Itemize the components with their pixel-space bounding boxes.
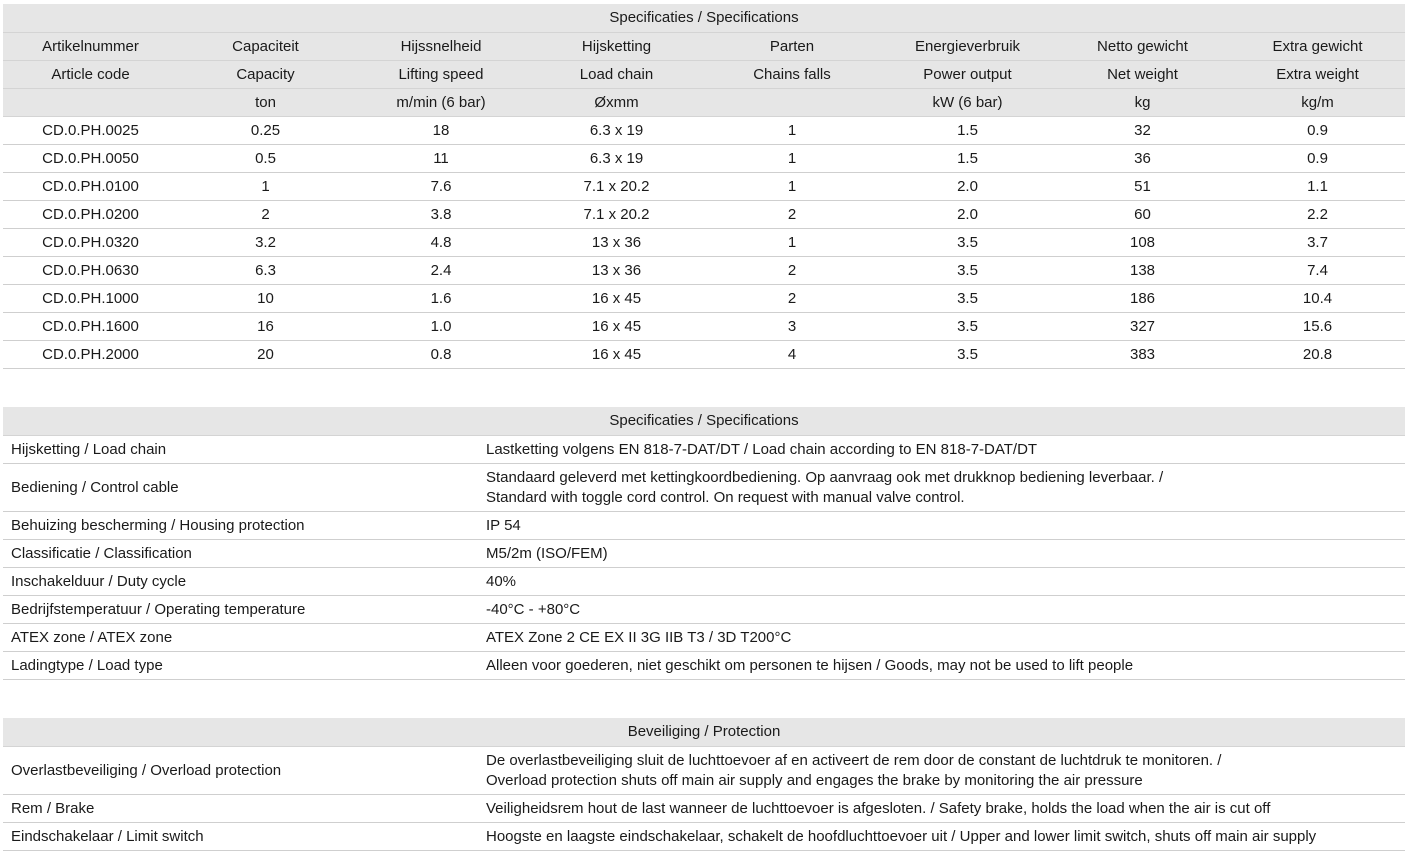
- table-row: [3, 568, 1405, 596]
- general-specifications-body: [3, 436, 1405, 680]
- table-cell: 1.1: [1230, 173, 1405, 201]
- header-cell: Capaciteit: [178, 33, 353, 61]
- table-cell: 0.9: [1230, 145, 1405, 173]
- table-cell: 3.5: [880, 313, 1055, 341]
- header-cell: Net weight: [1055, 61, 1230, 89]
- table-cell: 1.0: [353, 313, 529, 341]
- table-row: [3, 624, 1405, 652]
- row-value-line: M5/2m (ISO/FEM): [486, 544, 608, 562]
- table-row: [3, 117, 1405, 145]
- header-cell: Extra weight: [1230, 61, 1405, 89]
- row-value-line: IP 54: [486, 516, 521, 534]
- table-cell: 1: [704, 145, 880, 173]
- table-cell: 2.2: [1230, 201, 1405, 229]
- row-value-line: Lastketting volgens EN 818-7-DAT/DT / Load chain according to EN 818-7-DAT/DT: [486, 440, 1038, 458]
- table-cell: 1: [704, 229, 880, 257]
- table-row: [3, 257, 1405, 285]
- general-specifications-table: [3, 407, 1405, 680]
- table-cell: 20: [178, 341, 353, 369]
- table-cell: 3.2: [178, 229, 353, 257]
- table-cell: 108: [1055, 229, 1230, 257]
- row-value-line: De overlastbeveiliging sluit de luchttoevoer af en activeert de rem door de constant de luchtdruk te monitoren. /: [486, 751, 1222, 769]
- table-cell: 1: [704, 117, 880, 145]
- table-cell: 13 x 36: [529, 229, 704, 257]
- table-cell: 10: [178, 285, 353, 313]
- article-code-cell: CD.0.PH.1600: [3, 313, 178, 341]
- table-cell: 2: [178, 201, 353, 229]
- table-cell: 0.25: [178, 117, 353, 145]
- row-value: [478, 512, 1405, 540]
- row-value-line: Veiligheidsrem hout de last wanneer de luchttoevoer is afgesloten. / Safety brake, holds the load when the air is cut off: [486, 799, 1271, 817]
- row-value: [478, 540, 1405, 568]
- table-cell: 6.3: [178, 257, 353, 285]
- row-value: [478, 823, 1405, 851]
- table-cell: 6.3 x 19: [529, 117, 704, 145]
- table-row: [3, 596, 1405, 624]
- table-row: [3, 229, 1405, 257]
- row-value: [478, 747, 1405, 795]
- table-cell: 1: [704, 173, 880, 201]
- table-row: [3, 173, 1405, 201]
- specifications-body: [3, 117, 1405, 369]
- header-cell: Hijsketting: [529, 33, 704, 61]
- table-cell: 1.6: [353, 285, 529, 313]
- table-cell: 3.7: [1230, 229, 1405, 257]
- row-value-line: Hoogste en laagste eindschakelaar, schakelt de hoofdluchttoevoer uit / Upper and lower limit switch, shuts off main air supply: [486, 827, 1317, 845]
- row-value-line: 40%: [486, 572, 517, 590]
- row-value-line: Alleen voor goederen, niet geschikt om personen te hijsen / Goods, may not be used to lift people: [486, 656, 1134, 674]
- row-label: Rem / Brake: [3, 795, 478, 823]
- table-cell: 7.1 x 20.2: [529, 173, 704, 201]
- row-label: Bediening / Control cable: [3, 464, 478, 512]
- unit-cell: [704, 89, 880, 117]
- table-row: [3, 201, 1405, 229]
- header-row-english: [3, 61, 1405, 89]
- table-cell: 4.8: [353, 229, 529, 257]
- table-row: [3, 747, 1405, 795]
- table-cell: 3.5: [880, 229, 1055, 257]
- table-cell: 138: [1055, 257, 1230, 285]
- table-cell: 3.5: [880, 257, 1055, 285]
- table-row: [3, 464, 1405, 512]
- table-cell: 7.6: [353, 173, 529, 201]
- table-cell: 0.5: [178, 145, 353, 173]
- unit-cell: kW (6 bar): [880, 89, 1055, 117]
- table-cell: 3.5: [880, 285, 1055, 313]
- table-cell: 2.0: [880, 201, 1055, 229]
- table-row: [3, 823, 1405, 851]
- article-code-cell: CD.0.PH.0200: [3, 201, 178, 229]
- table-cell: 16 x 45: [529, 313, 704, 341]
- article-code-cell: CD.0.PH.1000: [3, 285, 178, 313]
- table-cell: 3.5: [880, 341, 1055, 369]
- row-value-line: ATEX Zone 2 CE EX II 3G IIB T3 / 3D T200°C: [486, 628, 792, 646]
- unit-cell: ton: [178, 89, 353, 117]
- row-value: [478, 624, 1405, 652]
- row-value: [478, 652, 1405, 680]
- table-cell: 327: [1055, 313, 1230, 341]
- protection-table: [3, 718, 1405, 851]
- table-row: [3, 285, 1405, 313]
- header-cell: Artikelnummer: [3, 33, 178, 61]
- header-cell: Extra gewicht: [1230, 33, 1405, 61]
- header-cell: Chains falls: [704, 61, 880, 89]
- table-title-row: [3, 718, 1405, 747]
- row-label: Hijsketting / Load chain: [3, 436, 478, 464]
- table-cell: 4: [704, 341, 880, 369]
- table-row: [3, 145, 1405, 173]
- article-code-cell: CD.0.PH.0320: [3, 229, 178, 257]
- specifications-title: Specificaties / Specifications: [3, 4, 1405, 33]
- table-cell: 51: [1055, 173, 1230, 201]
- header-row-units: [3, 89, 1405, 117]
- header-cell: Parten: [704, 33, 880, 61]
- table-cell: 15.6: [1230, 313, 1405, 341]
- unit-cell: kg/m: [1230, 89, 1405, 117]
- table-cell: 7.4: [1230, 257, 1405, 285]
- table-row: [3, 652, 1405, 680]
- table-row: [3, 795, 1405, 823]
- unit-cell: kg: [1055, 89, 1230, 117]
- unit-cell: Øxmm: [529, 89, 704, 117]
- table-cell: 3: [704, 313, 880, 341]
- row-label: Classificatie / Classification: [3, 540, 478, 568]
- table-row: [3, 341, 1405, 369]
- row-value-line: Standard with toggle cord control. On request with manual valve control.: [486, 488, 965, 506]
- header-row-dutch: [3, 33, 1405, 61]
- table-row: [3, 313, 1405, 341]
- table-title-row: [3, 4, 1405, 33]
- article-code-cell: CD.0.PH.0100: [3, 173, 178, 201]
- table-cell: 2.4: [353, 257, 529, 285]
- table-cell: 60: [1055, 201, 1230, 229]
- table-cell: 13 x 36: [529, 257, 704, 285]
- unit-cell: m/min (6 bar): [353, 89, 529, 117]
- row-value: [478, 795, 1405, 823]
- article-code-cell: CD.0.PH.2000: [3, 341, 178, 369]
- table-row: [3, 540, 1405, 568]
- row-label: Ladingtype / Load type: [3, 652, 478, 680]
- header-cell: Lifting speed: [353, 61, 529, 89]
- table-cell: 383: [1055, 341, 1230, 369]
- row-label: Inschakelduur / Duty cycle: [3, 568, 478, 596]
- table-cell: 7.1 x 20.2: [529, 201, 704, 229]
- table-cell: 10.4: [1230, 285, 1405, 313]
- table-cell: 1.5: [880, 117, 1055, 145]
- table-cell: 20.8: [1230, 341, 1405, 369]
- table-row: [3, 512, 1405, 540]
- header-cell: Load chain: [529, 61, 704, 89]
- table-cell: 36: [1055, 145, 1230, 173]
- row-label: ATEX zone / ATEX zone: [3, 624, 478, 652]
- header-cell: Hijssnelheid: [353, 33, 529, 61]
- table-cell: 0.9: [1230, 117, 1405, 145]
- table-cell: 6.3 x 19: [529, 145, 704, 173]
- protection-body: [3, 747, 1405, 851]
- header-cell: Capacity: [178, 61, 353, 89]
- article-code-cell: CD.0.PH.0025: [3, 117, 178, 145]
- table-cell: 2: [704, 285, 880, 313]
- row-value-line: Standaard geleverd met kettingkoordbediening. Op aanvraag ook met drukknop bediening leverbaar. /: [486, 468, 1164, 486]
- table-cell: 0.8: [353, 341, 529, 369]
- header-cell: Article code: [3, 61, 178, 89]
- header-cell: Netto gewicht: [1055, 33, 1230, 61]
- table-cell: 1.5: [880, 145, 1055, 173]
- table-cell: 3.8: [353, 201, 529, 229]
- row-value: [478, 436, 1405, 464]
- table-cell: 16: [178, 313, 353, 341]
- row-label: Overlastbeveiliging / Overload protection: [3, 747, 478, 795]
- article-code-cell: CD.0.PH.0630: [3, 257, 178, 285]
- row-label: Eindschakelaar / Limit switch: [3, 823, 478, 851]
- table-cell: 2: [704, 257, 880, 285]
- table-cell: 1: [178, 173, 353, 201]
- table-cell: 16 x 45: [529, 341, 704, 369]
- specifications-table: [3, 4, 1405, 369]
- row-label: Behuizing bescherming / Housing protection: [3, 512, 478, 540]
- row-value-line: Overload protection shuts off main air supply and engages the brake by monitoring the air pressure: [486, 771, 1143, 789]
- table-cell: 16 x 45: [529, 285, 704, 313]
- header-cell: Power output: [880, 61, 1055, 89]
- table-cell: 186: [1055, 285, 1230, 313]
- row-value: [478, 596, 1405, 624]
- general-specifications-title: Specificaties / Specifications: [3, 407, 1405, 436]
- article-code-cell: CD.0.PH.0050: [3, 145, 178, 173]
- table-cell: 18: [353, 117, 529, 145]
- row-value: [478, 568, 1405, 596]
- row-value: [478, 464, 1405, 512]
- table-cell: 32: [1055, 117, 1230, 145]
- table-cell: 2: [704, 201, 880, 229]
- row-label: Bedrijfstemperatuur / Operating temperature: [3, 596, 478, 624]
- table-row: [3, 436, 1405, 464]
- table-cell: 2.0: [880, 173, 1055, 201]
- header-cell: Energieverbruik: [880, 33, 1055, 61]
- protection-title: Beveiliging / Protection: [3, 718, 1405, 747]
- row-value-line: -40°C - +80°C: [486, 600, 581, 618]
- unit-cell: [3, 89, 178, 117]
- table-cell: 11: [353, 145, 529, 173]
- table-title-row: [3, 407, 1405, 436]
